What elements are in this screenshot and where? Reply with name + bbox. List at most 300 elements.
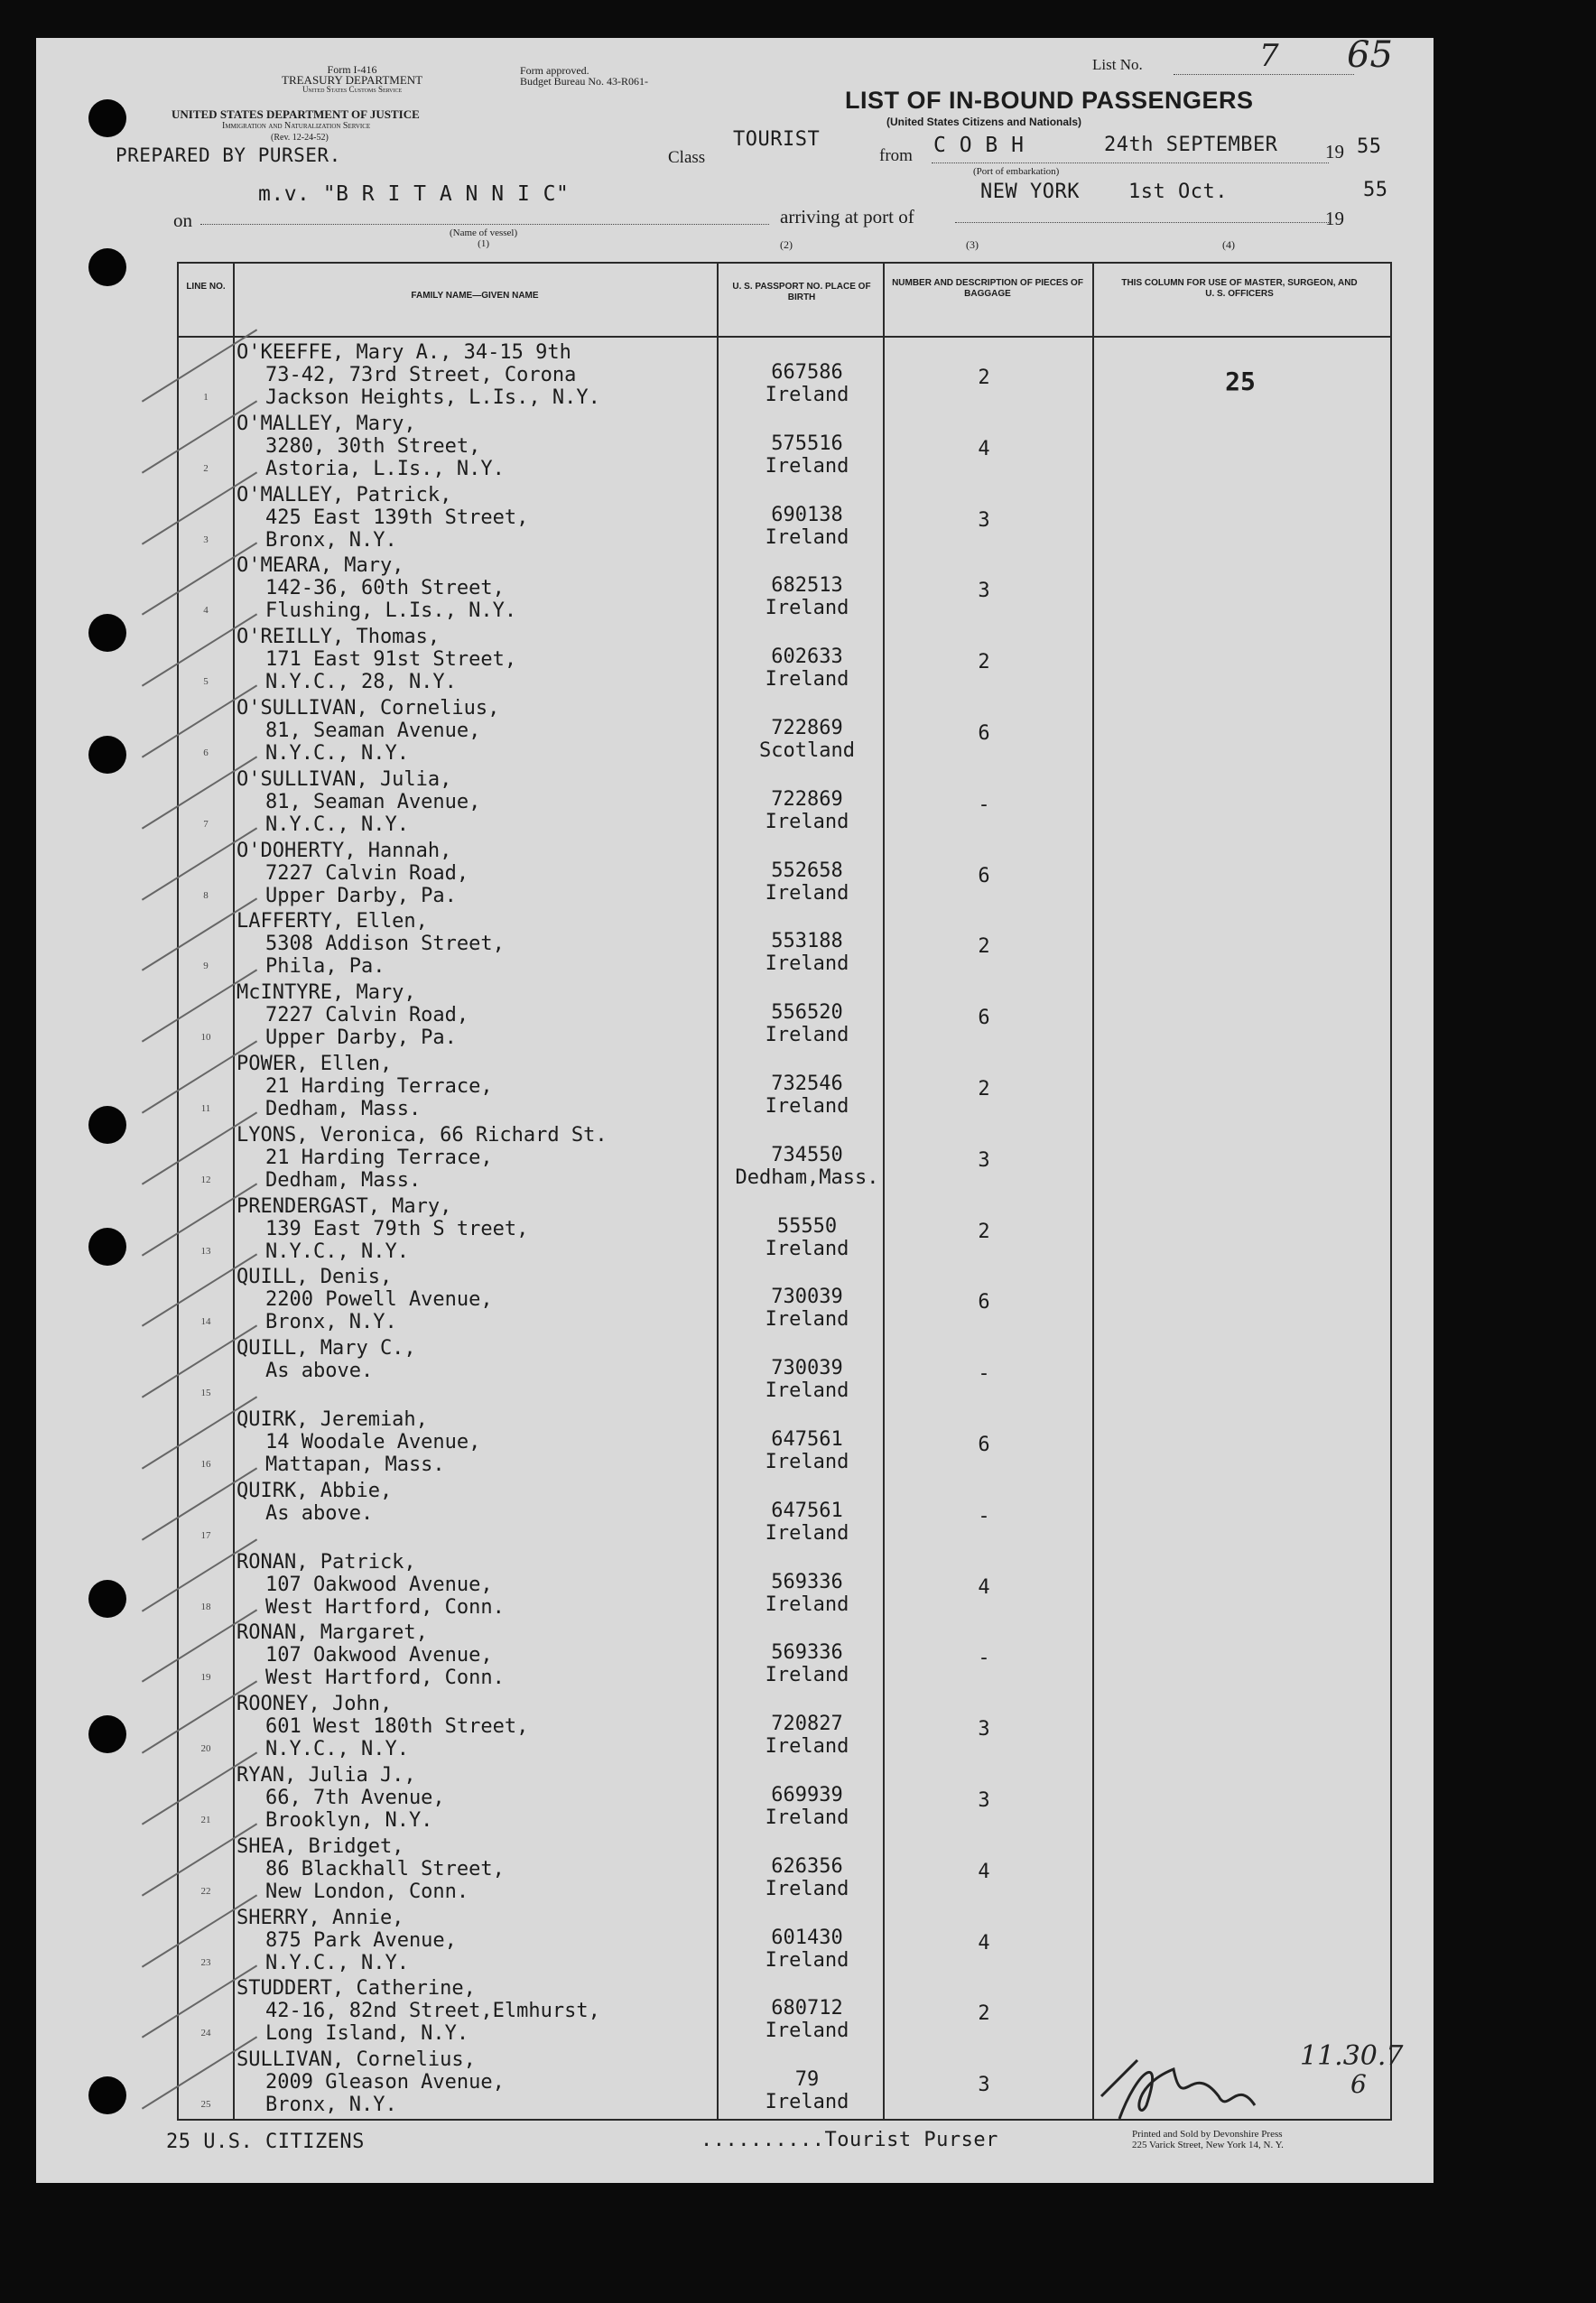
arriving-label: arriving at port of [780,206,914,228]
line-number: 10 [200,1032,211,1044]
place-of-birth: Ireland [765,1593,849,1616]
passport-birth [719,1784,895,1829]
passport-number: 680712 [771,1997,843,2020]
passenger-name-address [237,840,469,907]
passenger-name-address [237,484,528,552]
passport-birth [719,1855,895,1900]
baggage-count: 3 [978,508,990,532]
vessel-line [200,224,769,225]
address-line-1: 3280, 30th Street, [265,434,481,458]
baggage-count: - [978,1647,990,1670]
justice-label: UNITED STATES DEPARTMENT OF JUSTICE [172,107,420,121]
passport-birth [719,859,895,905]
address-line-2: Astoria, L.Is., N.Y. [265,457,505,480]
line-number: 19 [200,1672,211,1684]
line-number: 9 [203,961,209,972]
table-row [179,1478,1390,1548]
baggage-count: 2 [978,2002,990,2026]
document-title: LIST OF IN-BOUND PASSENGERS [845,87,1254,114]
justice-block [172,108,420,144]
printer-line-2: 225 Varick Street, New York 14, N. Y. [1132,2140,1284,2150]
baggage-count: 3 [978,1148,990,1172]
passport-birth [719,432,895,478]
baggage-count: 6 [978,1434,990,1456]
passenger-name-address [237,341,600,409]
table-row [179,1051,1390,1121]
address-line-1: 2009 Gleason Avenue, [265,2071,505,2094]
address-line-2: N.Y.C., N.Y. [265,742,409,765]
address-line-2: Phila, Pa. [265,955,385,979]
passport-birth [719,1001,895,1046]
col-header-passport: U. S. PASSPORT NO. PLACE OF BIRTH [732,282,871,302]
binder-hole [88,1228,126,1266]
document-subtitle: (United States Citizens and Nationals) [886,116,1082,128]
form-id-block [282,65,422,95]
passport-number: 722869 [771,717,843,739]
table-row [179,553,1390,623]
passenger-name: POWER, Ellen, [237,1053,393,1075]
line-number: 7 [203,818,209,830]
form-sheet [36,34,1434,2183]
ins-label: Immigration and Naturalization Service [222,121,371,131]
passenger-name-address [237,413,505,480]
place-of-birth: Ireland [765,952,849,976]
passenger-name: O'SULLIVAN, Julia, [237,767,452,791]
passport-number: 722869 [771,787,843,811]
passenger-name: RYAN, Julia J., [237,1764,416,1787]
passport-number: 79 [794,2068,820,2092]
passport-number: 667586 [771,361,843,384]
passenger-name-address [237,910,505,978]
passenger-name: LAFFERTY, Ellen, [237,910,428,933]
binder-hole [88,736,126,774]
passenger-name-address [237,1053,493,1120]
passenger-name: ROONEY, John, [237,1693,393,1716]
table-row [179,1905,1390,1975]
passenger-name: LYONS, Veronica, 66 Richard St. [237,1123,608,1147]
line-number: 3 [203,534,209,545]
binder-hole [88,1106,126,1144]
place-of-birth: Ireland [765,1735,849,1759]
passport-birth [719,645,895,691]
passenger-name: O'MALLEY, Mary, [237,412,416,435]
place-of-birth: Ireland [765,1024,849,1047]
line-number: 24 [200,2028,211,2039]
passport-number: 556520 [771,1001,843,1025]
passenger-name-address [237,2048,505,2116]
passenger-name-address [237,626,516,693]
baggage-count: 4 [978,1931,990,1955]
address-line-2: As above. [265,1360,374,1383]
passenger-name: QUIRK, Jeremiah, [237,1408,428,1431]
passport-number: 669939 [771,1784,843,1806]
address-line-1: 425 East 139th Street, [265,506,529,529]
line-number: 16 [200,1459,211,1470]
baggage-count: 4 [978,1575,990,1599]
passenger-name-address [237,1480,392,1525]
place-of-birth: Ireland [765,1806,849,1829]
passport-number: 734550 [771,1143,843,1166]
passenger-name: SULLIVAN, Cornelius, [237,2048,476,2072]
address-line-1: 107 Oakwood Avenue, [265,1644,493,1667]
header-divider [179,336,1390,338]
col-header-name: FAMILY NAME—GIVEN NAME [411,291,539,301]
address-line-1: 81, Seaman Avenue, [265,720,481,742]
passenger-name-address [237,1907,457,1974]
place-of-birth: Ireland [765,1308,849,1332]
year2-prefix: 19 [1325,208,1344,229]
citizens-count: 25 U.S. CITIZENS [166,2131,365,2153]
place-of-birth: Ireland [765,454,849,478]
address-line-2: N.Y.C., 28, N.Y. [265,671,457,694]
baggage-count: 2 [978,651,990,674]
address-line-2: West Hartford, Conn. [265,1595,505,1619]
passport-birth [719,574,895,619]
place-of-birth: Ireland [765,1948,849,1972]
place-of-birth: Ireland [765,1237,849,1260]
arrival-line [955,222,1329,223]
baggage-count: - [978,793,990,816]
passenger-name: O'KEEFFE, Mary A., 34-15 9th [237,341,571,364]
line-number: 15 [200,1388,211,1399]
address-line-1: 86 Blackhall Street, [265,1857,505,1880]
passenger-name-address [237,1621,505,1689]
passenger-name-address [237,1195,528,1263]
passenger-name: O'SULLIVAN, Cornelius, [237,697,500,720]
col-header-baggage: NUMBER AND DESCRIPTION OF PIECES OF BAGGAGE [892,278,1083,299]
page-mark-handwritten: 65 [1347,34,1393,76]
passenger-name-address [237,1337,416,1382]
form-number: Form I-416 [327,63,377,76]
customs-label: United States Customs Service [302,85,403,94]
binder-hole [88,1580,126,1618]
line-number: 2 [203,462,209,474]
table-row [179,766,1390,837]
table-row [179,1335,1390,1406]
baggage-count: 2 [978,1078,990,1100]
address-line-1: 601 West 180th Street, [265,1715,529,1739]
line-number: 6 [203,748,209,758]
line-number: 23 [200,1956,211,1968]
binder-hole [88,614,126,652]
list-no-line [1174,74,1354,75]
address-line-1: 2200 Powell Avenue, [265,1288,493,1312]
baggage-count: 2 [978,935,990,959]
line-number: 18 [200,1601,211,1612]
printer-line-1: Printed and Sold by Devonshire Press [1132,2129,1283,2140]
budget-bureau-text: Budget Bureau No. 43-R061- [520,75,648,88]
passenger-name: McINTYRE, Mary, [237,981,416,1005]
address-line-1: 14 Woodale Avenue, [265,1431,481,1453]
handwritten-note: 11.30.7 [1300,2040,1404,2072]
line-number: 17 [200,1529,211,1541]
list-no-label: List No. [1092,56,1143,73]
passport-number: 732546 [771,1073,843,1095]
port-of-embarkation: C O B H [933,134,1025,157]
address-line-1: 142-36, 60th Street, [265,577,505,600]
officer-note: 25 [1225,367,1256,396]
passenger-name-address [237,1551,505,1619]
passport-number: 575516 [771,432,843,455]
baggage-count: - [978,1362,990,1386]
year-value: 55 [1357,135,1382,158]
handwritten-note-2: 6 [1350,2069,1367,2099]
year-prefix: 19 [1325,141,1344,163]
approval-text: Form approved. [520,64,589,77]
passport-birth [719,504,895,549]
class-value: TOURIST [733,128,821,151]
passenger-name-address [237,981,469,1049]
place-of-birth: Ireland [765,384,849,406]
place-of-birth: Ireland [765,1451,849,1473]
vessel-name: m.v. "B R I T A N N I C" [258,182,570,206]
passenger-name-address [237,1693,528,1760]
table-row [179,1122,1390,1193]
place-of-birth: Ireland [765,597,849,620]
baggage-count: 3 [978,1718,990,1741]
passport-birth [719,1215,895,1260]
baggage-count: 6 [978,864,990,887]
passport-birth [719,1286,895,1331]
place-of-birth: Scotland [759,739,855,762]
address-line-1: 81, Seaman Avenue, [265,790,481,813]
passenger-name-address [237,697,499,765]
passenger-name-address [237,1977,600,2045]
passenger-name: RONAN, Margaret, [237,1621,428,1645]
baggage-count: 4 [978,1860,990,1883]
passenger-name: O'MALLEY, Patrick, [237,483,452,506]
passport-birth [719,930,895,975]
place-of-birth: Ireland [765,668,849,692]
binder-hole [88,99,126,137]
col2-number: (2) [780,238,793,251]
baggage-count: 6 [978,722,990,745]
place-of-birth: Ireland [765,1664,849,1687]
place-of-birth: Ireland [765,2020,849,2043]
passenger-name: PRENDERGAST, Mary, [237,1194,452,1218]
col4-number: (4) [1222,238,1235,251]
table-row [179,1691,1390,1761]
place-of-birth: Ireland [765,881,849,905]
year2-value: 55 [1363,179,1388,201]
place-of-birth: Ireland [765,1095,849,1118]
address-line-2: Brooklyn, N.Y. [265,1809,433,1832]
passport-number: 601430 [771,1926,843,1949]
passenger-name: O'REILLY, Thomas, [237,626,441,649]
approval-block [520,65,648,87]
passport-birth [719,1144,895,1189]
list-no-handwritten: 7 [1259,38,1279,74]
passport-birth [719,1571,895,1616]
vessel-caption [450,228,517,249]
line-number: 1 [203,392,209,403]
vessel-caption-text: (Name of vessel) [450,228,518,238]
line-number: 13 [200,1245,211,1257]
passport-number: 55550 [776,1214,838,1238]
arrival-date: 1st Oct. [1128,181,1228,203]
passenger-name: QUILL, Mary C., [237,1337,416,1360]
address-line-1: 139 East 79th S treet, [265,1217,529,1240]
passport-birth [719,1500,895,1545]
address-line-2: N.Y.C., N.Y. [265,1951,409,1974]
passport-number: 647561 [771,1428,843,1451]
passport-number: 682513 [771,574,843,598]
passenger-name: SHERRY, Annie, [237,1906,404,1929]
treasury-label: TREASURY DEPARTMENT [282,73,423,87]
table-row [179,1264,1390,1334]
table-row [179,1193,1390,1264]
purser-signature [1083,2033,1300,2132]
address-line-1: 5308 Addison Street, [265,933,505,956]
baggage-count: - [978,1504,990,1528]
passport-number: 569336 [771,1570,843,1593]
address-line-1: 21 Harding Terrace, [265,1146,493,1169]
passport-number: 626356 [771,1854,843,1878]
col-header-line: LINE NO. [186,282,226,292]
line-number: 25 [200,2099,211,2111]
passport-birth [719,1641,895,1686]
address-line-2: N.Y.C., N.Y. [265,813,409,836]
line-number: 8 [203,889,209,901]
place-of-birth: Ireland [765,810,849,833]
table-row [179,1620,1390,1690]
passport-number: 553188 [771,930,843,953]
address-line-2: Bronx, N.Y. [265,528,397,552]
address-line-2: New London, Conn. [265,1880,469,1903]
address-line-1: 73-42, 73rd Street, Corona [265,364,577,386]
passenger-name: STUDDERT, Catherine, [237,1977,476,2001]
address-line-2: West Hartford, Conn. [265,1667,505,1690]
passport-number: 647561 [771,1499,843,1522]
passport-birth [719,1713,895,1758]
passport-birth [719,1997,895,2042]
passenger-name: SHEA, Bridget, [237,1834,404,1858]
passport-birth [719,361,895,406]
address-line-1: 66, 7th Avenue, [265,1787,445,1809]
table-row [179,624,1390,694]
baggage-count: 2 [978,1220,990,1243]
col3-number: (3) [966,238,979,251]
address-line-2: As above. [265,1501,374,1525]
passport-birth [719,1927,895,1972]
address-line-2: N.Y.C., N.Y. [265,1738,409,1761]
port-caption: (Port of embarkation) [973,166,1060,177]
address-line-2: Upper Darby, Pa. [265,1026,457,1050]
binder-hole [88,1715,126,1753]
prepared-by: PREPARED BY PURSER. [116,144,341,166]
line-number: 12 [200,1174,211,1185]
baggage-count: 3 [978,1789,990,1812]
line-number: 20 [200,1743,211,1755]
place-of-birth: Dedham,Mass. [735,1165,879,1189]
place-of-birth: Ireland [765,2091,849,2114]
arrival-port: NEW YORK [980,181,1080,203]
address-line-1: 171 East 91st Street, [265,648,517,672]
table-row [179,1549,1390,1620]
passenger-name: QUILL, Denis, [237,1266,393,1289]
address-line-1: 107 Oakwood Avenue, [265,1573,493,1596]
address-line-2: Long Island, N.Y. [265,2022,469,2046]
baggage-count: 2 [978,367,990,389]
from-label: from [879,146,913,165]
passport-number: 552658 [771,859,843,882]
passenger-name: O'MEARA, Mary, [237,554,404,578]
address-line-2: Dedham, Mass. [265,1098,422,1120]
passport-birth [719,2068,895,2113]
passenger-name-address [237,768,480,836]
baggage-count: 6 [978,1007,990,1030]
line-number: 22 [200,1885,211,1897]
passport-birth [719,788,895,833]
line-number: 4 [203,605,209,617]
passport-number: 720827 [771,1713,843,1736]
address-line-1: 42-16, 82nd Street,Elmhurst, [265,2000,600,2023]
table-row [179,980,1390,1050]
address-line-2: Bronx, N.Y. [265,2094,397,2117]
col1-number: (1) [478,238,489,249]
address-line-2: Flushing, L.Is., N.Y. [265,599,517,623]
passenger-name-address [237,1408,480,1476]
passenger-name-address [237,1124,608,1192]
baggage-count: 6 [978,1291,990,1314]
address-line-1: 7227 Calvin Road, [265,861,469,885]
place-of-birth: Ireland [765,525,849,549]
place-of-birth: Ireland [765,1877,849,1900]
address-line-2: Mattapan, Mass. [265,1453,445,1476]
tourist-purser: ..........Tourist Purser [701,2129,998,2151]
address-line-1: 875 Park Avenue, [265,1928,457,1952]
passport-number: 730039 [771,1357,843,1380]
line-number: 21 [200,1815,211,1825]
table-row [179,908,1390,979]
passport-birth [719,717,895,762]
col-header-officers: THIS COLUMN FOR USE OF MASTER, SURGEON, AND U. S. OFFICERS [1121,278,1358,299]
address-line-2: Dedham, Mass. [265,1168,422,1192]
revision-label: (Rev. 12-24-52) [271,133,329,143]
baggage-count: 3 [978,580,990,603]
passport-number: 602633 [771,645,843,669]
address-line-2: Jackson Heights, L.Is., N.Y. [265,386,600,409]
departure-date: 24th SEPTEMBER [1104,134,1278,156]
binder-hole [88,248,126,286]
passport-number: 730039 [771,1286,843,1309]
passenger-name-address [237,1835,505,1903]
passenger-name-address [237,554,516,622]
passenger-name-address [237,1266,493,1333]
table-row [179,482,1390,553]
baggage-count: 3 [978,2074,990,2097]
passport-number: 569336 [771,1641,843,1665]
table-row [179,838,1390,908]
table-row [179,1762,1390,1833]
on-label: on [173,209,192,231]
binder-hole [88,2076,126,2114]
passenger-name: QUIRK, Abbie, [237,1479,393,1502]
table-row [179,695,1390,766]
address-line-2: N.Y.C., N.Y. [265,1240,409,1263]
line-number: 5 [203,676,209,688]
place-of-birth: Ireland [765,1521,849,1545]
table-row [179,339,1390,410]
passport-birth [719,1073,895,1118]
table-row [179,411,1390,481]
address-line-2: Bronx, N.Y. [265,1311,397,1334]
table-row [179,1407,1390,1477]
passport-birth [719,1428,895,1473]
address-line-1: 21 Harding Terrace, [265,1075,493,1098]
place-of-birth: Ireland [765,1379,849,1403]
address-line-2: Upper Darby, Pa. [265,884,457,907]
